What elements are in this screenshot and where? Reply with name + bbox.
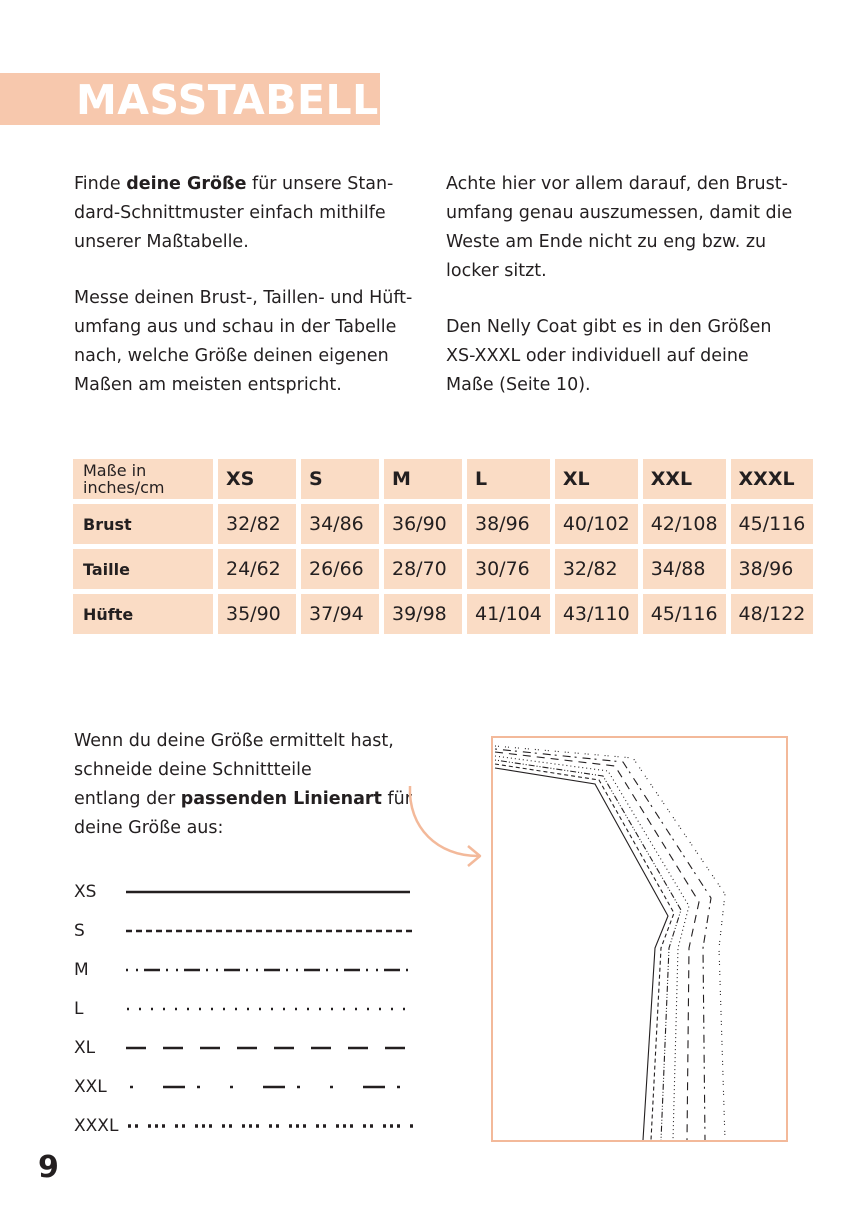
table-header-row	[73, 459, 813, 499]
row-label: Taille	[73, 549, 213, 589]
row-label: Brust	[73, 504, 213, 544]
table-row	[73, 594, 813, 634]
text-line: Achte hier vor allem darauf, den Brust-	[446, 174, 788, 194]
text-line: umfang aus und schau in der Tabelle	[74, 317, 397, 337]
text-line: unserer Maßtabelle.	[74, 232, 249, 252]
table-row	[73, 504, 813, 544]
text-line: nach, welche Größe deinen eigenen	[74, 346, 389, 366]
text-line: XS-XXXL oder individuell auf deine	[446, 346, 749, 366]
legend-line-long-dash	[126, 1045, 416, 1051]
table-cell: 28/70	[384, 549, 462, 589]
text-line: Maßen am meisten entspricht.	[74, 375, 342, 395]
table-cell: 30/76	[467, 549, 550, 589]
legend-line-dotted	[126, 1006, 416, 1012]
size-header-cell: S	[301, 459, 379, 499]
table-cell: 48/122	[731, 594, 814, 634]
text-line: locker sitzt.	[446, 261, 547, 281]
curved-arrow-icon	[398, 780, 494, 872]
text-line: deine Größe aus:	[74, 818, 224, 838]
table-cell: 43/110	[555, 594, 638, 634]
text-line: Den Nelly Coat gibt es in den Größen	[446, 317, 772, 337]
text-line: Maße (Seite 10).	[446, 375, 591, 395]
text-run: entlang der	[74, 789, 181, 809]
text-run: für	[381, 789, 412, 809]
page-number: 9	[38, 1150, 59, 1185]
table-cell: 40/102	[555, 504, 638, 544]
size-header-cell: XS	[218, 459, 296, 499]
legend-label: M	[74, 960, 89, 980]
size-header-cell: M	[384, 459, 462, 499]
legend-label: XXL	[74, 1077, 107, 1097]
legend-line-dot-groups	[126, 1123, 416, 1129]
table-cell: 24/62	[218, 549, 296, 589]
legend-label: L	[74, 999, 84, 1019]
size-header-cell: XXXL	[731, 459, 814, 499]
text-line: Wenn du deine Größe ermittelt hast,	[74, 731, 394, 751]
cutting-instructions	[74, 727, 434, 843]
text-line: Messe deinen Brust-, Taillen- und Hüft-	[74, 288, 413, 308]
text-line: dard-Schnittmuster einfach mithilfe	[74, 203, 386, 223]
sizes-paragraph-right	[446, 313, 806, 400]
row-label: Hüfte	[73, 594, 213, 634]
table-cell: 26/66	[301, 549, 379, 589]
legend-label: XXXL	[74, 1116, 119, 1136]
table-cell: 38/96	[731, 549, 814, 589]
table-row	[73, 549, 813, 589]
size-table	[68, 454, 818, 639]
table-corner-cell	[73, 459, 213, 499]
text-line: schneide deine Schnittteile	[74, 760, 312, 780]
text-run: Finde	[74, 174, 127, 194]
corner-label: inches/cm	[83, 478, 165, 497]
bold-text: deine Größe	[126, 174, 247, 194]
page-title: MASSTABELLE	[76, 76, 408, 124]
legend-label: S	[74, 921, 85, 941]
legend-line-short-dash	[126, 928, 416, 934]
table-cell: 39/98	[384, 594, 462, 634]
text-line: umfang genau auszumessen, damit die	[446, 203, 793, 223]
table-cell: 35/90	[218, 594, 296, 634]
table-cell: 38/96	[467, 504, 550, 544]
intro-paragraph-left	[74, 170, 414, 257]
table-cell: 34/88	[643, 549, 726, 589]
table-cell: 36/90	[384, 504, 462, 544]
pattern-illustration	[491, 736, 788, 1142]
table-cell: 45/116	[643, 594, 726, 634]
table-cell: 41/104	[467, 594, 550, 634]
legend-label: XL	[74, 1038, 96, 1058]
table-cell: 32/82	[555, 549, 638, 589]
table-cell: 34/86	[301, 504, 379, 544]
bold-text: passenden Linienart	[180, 789, 382, 809]
corner-label: Maße in	[83, 461, 147, 480]
size-header-cell: L	[467, 459, 550, 499]
table-cell: 45/116	[731, 504, 814, 544]
legend-line-solid	[126, 889, 416, 895]
table-cell: 32/82	[218, 504, 296, 544]
legend-line-dot-dash-dot	[126, 1084, 416, 1090]
text-run: für unsere Stan-	[246, 174, 394, 194]
legend-line-dot-dot-dash	[126, 967, 416, 973]
legend-label: XS	[74, 882, 97, 902]
measure-paragraph-left	[74, 284, 424, 400]
table-cell: 37/94	[301, 594, 379, 634]
table-cell: 42/108	[643, 504, 726, 544]
size-header-cell: XL	[555, 459, 638, 499]
intro-paragraph-right	[446, 170, 806, 286]
size-header-cell: XXL	[643, 459, 726, 499]
pattern-lines-icon	[493, 738, 786, 1140]
text-line: Weste am Ende nicht zu eng bzw. zu	[446, 232, 767, 252]
